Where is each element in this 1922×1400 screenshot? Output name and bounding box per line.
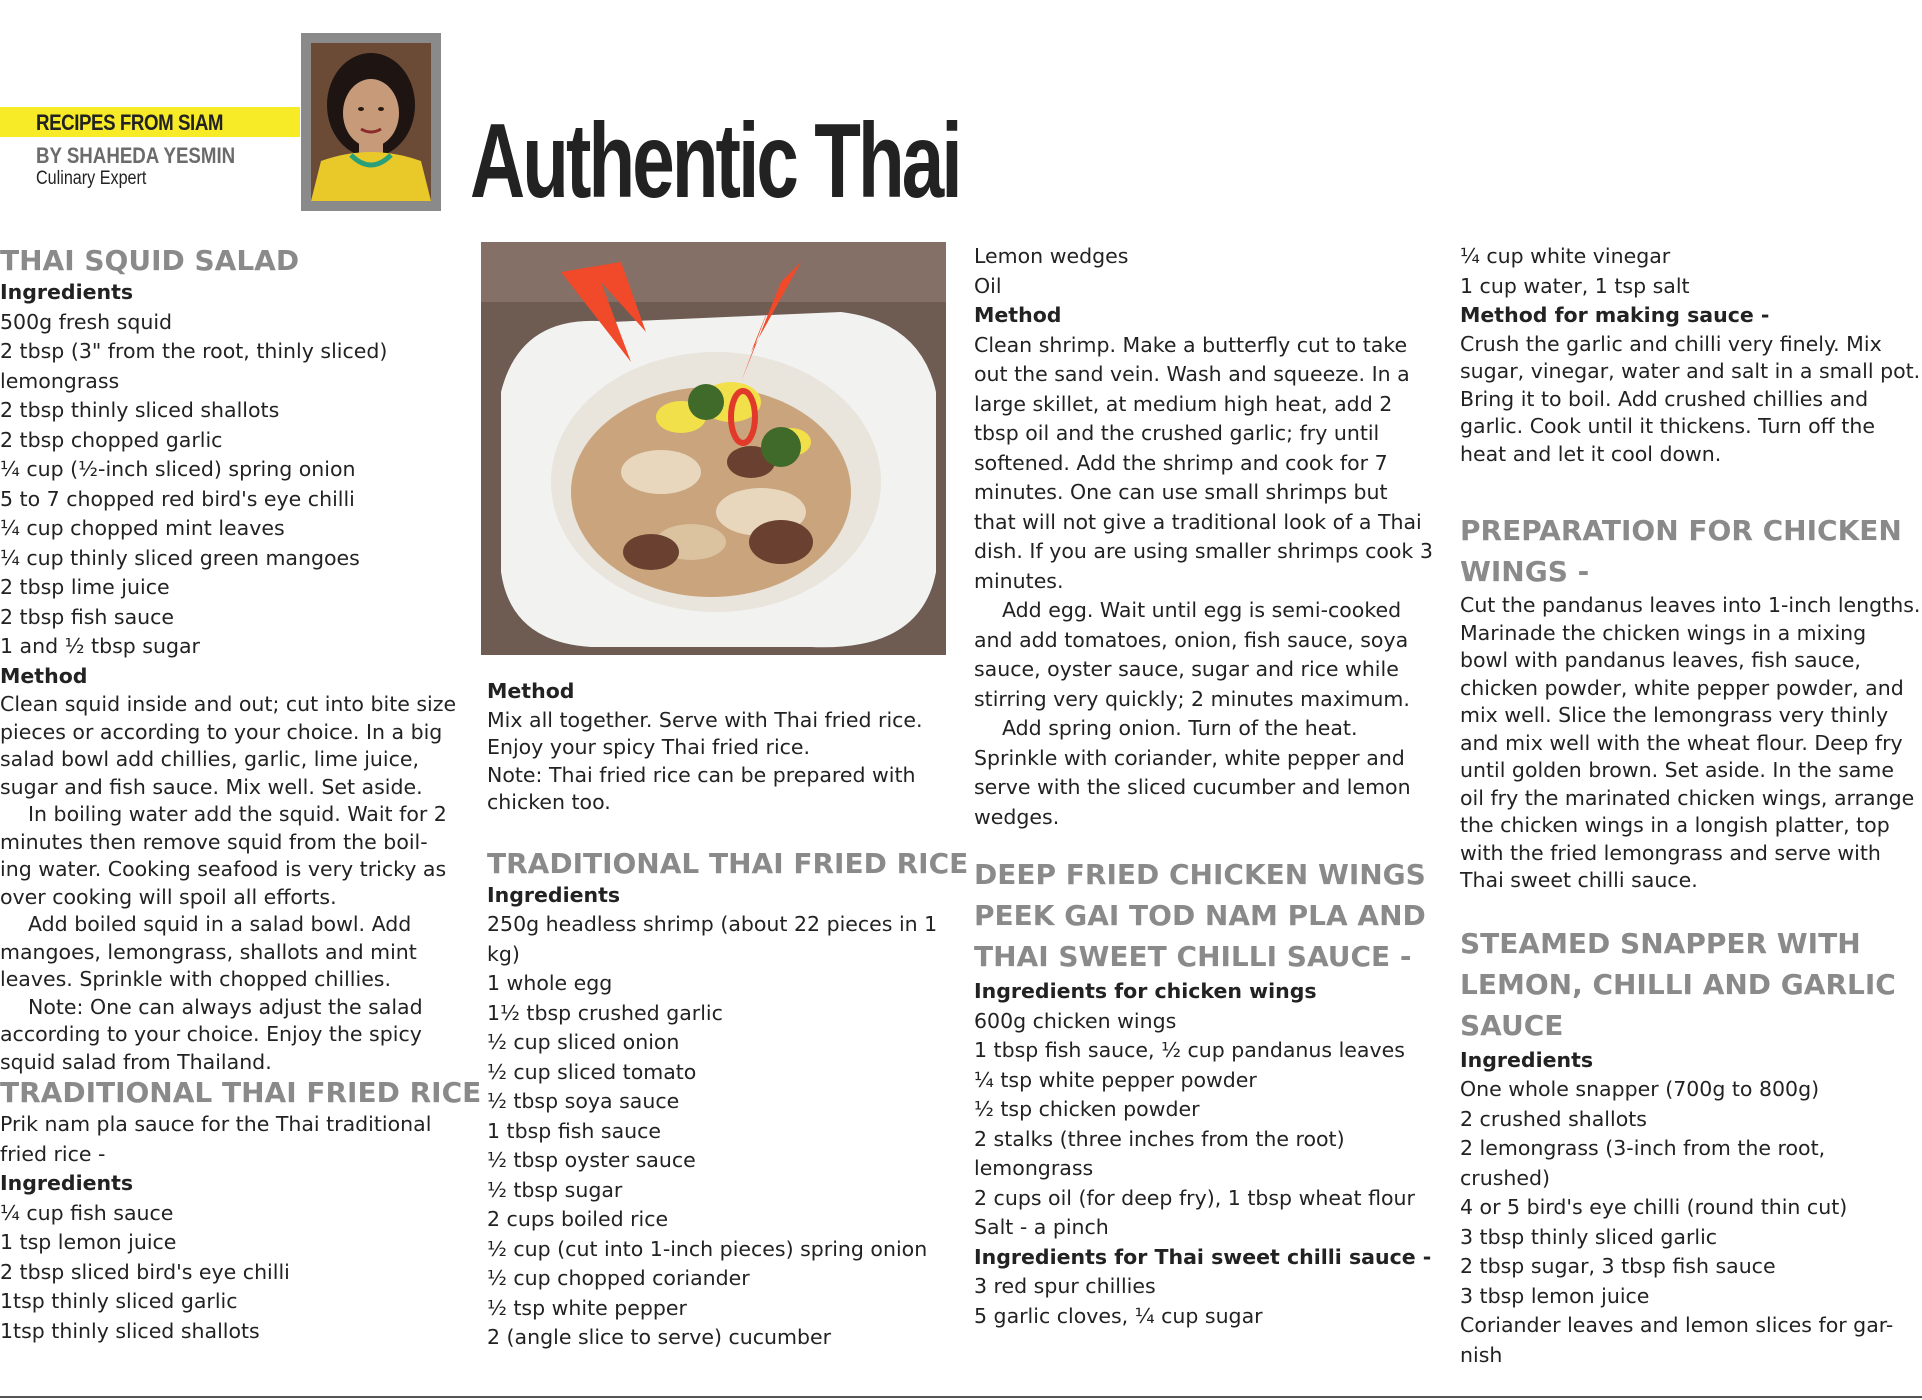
method-line: chicken too.	[487, 790, 611, 814]
method-line: Cut the pandanus leaves into 1-inch lengths.	[1460, 593, 1921, 617]
author-portrait	[301, 33, 441, 211]
thai-squid-salad-photo	[481, 242, 946, 655]
method-line: out the sand vein. Wash and squeeze. In a	[974, 362, 1410, 386]
method-line: pieces or according to your choice. In a big	[0, 719, 443, 744]
dish-photo	[481, 242, 946, 655]
ingredients-label: Ingredients	[487, 882, 621, 907]
method-line: sugar, vinegar, water and salt in a small pot.	[1460, 359, 1921, 383]
ingredient-line: 2 tbsp chopped garlic	[0, 427, 223, 452]
ingredient-list	[1460, 242, 1920, 301]
ingredient-line: Salt - a pinch	[974, 1215, 1109, 1239]
method-line: tbsp oil and the crushed garlic; fry until	[974, 421, 1380, 445]
method-line: minutes.	[974, 568, 1064, 593]
ingredient-line: 2 tbsp (3" from the root, thinly sliced)	[0, 339, 388, 363]
ingredient-line: ½ cup chopped coriander	[487, 1266, 750, 1290]
method-line: large skillet, at medium high heat, add 2	[974, 391, 1393, 416]
ingredient-line: 1 tsp lemon juice	[0, 1230, 177, 1254]
method-line: minutes. One can use small shrimps but	[974, 480, 1388, 504]
ingredient-line: 250g headless shrimp (about 22 pieces in 1	[487, 912, 938, 936]
method-line: Note: One can always adjust the salad	[28, 994, 423, 1019]
ingredient-line: 1 and ½ tbsp sugar	[0, 634, 200, 658]
ingredient-line: 5 garlic cloves, ¼ cup sugar	[974, 1303, 1263, 1328]
method-label: Method for making sauce -	[1460, 303, 1770, 327]
ingredient-line: 3 red spur chillies	[974, 1274, 1156, 1298]
method-line: serve with the sliced cucumber and lemon	[974, 775, 1411, 799]
title-line: PEEK GAI TOD NAM PLA AND	[974, 899, 1426, 932]
recipe-title-fried-rice: TRADITIONAL THAI FRIED RICE	[0, 1076, 482, 1109]
method-line: Mix all together. Serve with Thai fried rice.	[487, 707, 923, 732]
method-line: heat and let it cool down.	[1460, 441, 1722, 466]
method-line: bowl with pandanus leaves, fish sauce,	[1460, 648, 1861, 672]
ingredient-list	[974, 1272, 1434, 1331]
ingredient-list	[0, 308, 460, 662]
method-line: salad bowl add chillies, garlic, lime juice,	[0, 747, 420, 771]
ingredient-list	[974, 242, 1434, 301]
method-line: that will not give a traditional look of a Thai	[974, 509, 1422, 534]
method-line: Add spring onion. Turn of the heat.	[1002, 716, 1358, 740]
title-line: WINGS -	[1460, 555, 1590, 588]
ingredient-line: 1 tbsp fish sauce	[487, 1118, 662, 1143]
ingredient-line: Coriander leaves and lemon slices for gar-	[1460, 1313, 1894, 1337]
ingredient-line: ½ tbsp soya sauce	[487, 1089, 680, 1113]
method-text	[1460, 331, 1920, 469]
column-3	[974, 242, 1434, 1331]
ingredient-line: ½ tsp white pepper	[487, 1295, 687, 1320]
method-line: softened. Add the shrimp and cook for 7	[974, 450, 1388, 475]
ingredients-label: Ingredients for chicken wings	[974, 979, 1317, 1003]
ingredient-line: 1tsp thinly sliced garlic	[0, 1289, 238, 1313]
method-line: until golden brown. Set aside. In the same	[1460, 758, 1894, 782]
page-title: Authentic Thai	[470, 102, 960, 220]
sauce-intro	[0, 1110, 460, 1169]
method-line: ing water. Cooking seafood is very tricky as	[0, 857, 447, 881]
ingredient-line: 4 or 5 bird's eye chilli (round thin cut)	[1460, 1195, 1848, 1219]
ingredient-line: 1 tbsp fish sauce, ½ cup pandanus leaves	[974, 1038, 1405, 1062]
method-text	[0, 691, 460, 1076]
method-text	[1460, 592, 1920, 895]
method-line: according to your choice. Enjoy the spicy	[0, 1022, 422, 1046]
ingredient-line: 2 tbsp thinly sliced shallots	[0, 398, 280, 422]
ingredient-line: 1tsp thinly sliced shallots	[0, 1318, 260, 1343]
method-line: chicken powder, white pepper powder, and	[1460, 675, 1904, 700]
ingredient-line: 2 stalks (three inches from the root)	[974, 1126, 1345, 1151]
method-line: and add tomatoes, onion, fish sauce, soya	[974, 627, 1409, 652]
author-byline: BY SHAHEDA YESMIN	[36, 143, 236, 168]
ingredients-label: Ingredients for Thai sweet chilli sauce -	[974, 1244, 1432, 1269]
method-line: In boiling water add the squid. Wait for 2	[28, 802, 447, 826]
method-line: sugar and fish sauce. Mix well. Set aside.	[0, 774, 423, 799]
method-line: Enjoy your spicy Thai fried rice.	[487, 735, 811, 759]
ingredient-list	[1460, 1075, 1920, 1370]
recipe-title-steamed-snapper	[1460, 923, 1920, 1046]
method-line: leaves. Sprinkle with chopped chillies.	[0, 967, 392, 991]
method-line: sauce, oyster sauce, sugar and rice while	[974, 657, 1399, 681]
ingredient-line: Oil	[974, 273, 1002, 298]
recipe-title-chicken-wings	[974, 854, 1434, 977]
recipe-title-fried-rice: TRADITIONAL THAI FRIED RICE	[487, 846, 969, 880]
ingredient-line: lemongrass	[974, 1156, 1094, 1180]
ingredient-line: 2 tbsp lime juice	[0, 575, 170, 599]
method-label: Method	[487, 679, 575, 703]
ingredient-line: ½ cup sliced tomato	[487, 1059, 697, 1084]
ingredient-line: ¼ cup chopped mint leaves	[0, 516, 285, 540]
ingredient-line: 3 tbsp lemon juice	[1460, 1283, 1650, 1308]
title-line: DEEP FRIED CHICKEN WINGS	[974, 858, 1426, 891]
recipe-title-preparation	[1460, 510, 1920, 592]
method-line: over cooking will spoil all efforts.	[0, 884, 337, 909]
method-label: Method	[974, 303, 1062, 327]
title-line: STEAMED SNAPPER WITH	[1460, 926, 1861, 960]
title-line: THAI SWEET CHILLI SAUCE -	[974, 940, 1412, 973]
ingredient-line: kg)	[487, 941, 520, 966]
recipe-title-squid-salad: THAI SQUID SALAD	[0, 244, 300, 277]
ingredient-line: 1 cup water, 1 tsp salt	[1460, 273, 1690, 298]
ingredient-line: 2 lemongrass (3-inch from the root,	[1460, 1136, 1826, 1160]
method-line: with the fried lemongrass and serve with	[1460, 840, 1881, 865]
column-4	[1460, 242, 1920, 1370]
method-line: Sprinkle with coriander, white pepper and	[974, 745, 1405, 770]
title-line: SAUCE	[1460, 1008, 1564, 1042]
ingredients-label: Ingredients	[0, 280, 134, 304]
method-line: squid salad from Thailand.	[0, 1049, 272, 1074]
ingredient-line: ¼ cup thinly sliced green mangoes	[0, 545, 360, 570]
ingredient-line: Lemon wedges	[974, 244, 1129, 268]
method-line: stirring very quickly; 2 minutes maximum.	[974, 686, 1410, 711]
column-2	[487, 677, 969, 1353]
method-text	[487, 707, 947, 817]
ingredient-line: ¼ cup white vinegar	[1460, 244, 1671, 268]
ingredient-line: 2 tbsp fish sauce	[0, 604, 175, 629]
author-portrait-image	[311, 43, 431, 201]
ingredient-list	[0, 1199, 460, 1347]
intro-line: fried rice -	[0, 1141, 106, 1166]
ingredients-label: Ingredients	[0, 1171, 134, 1195]
ingredient-line: 500g fresh squid	[0, 309, 173, 334]
ingredient-line: 3 tbsp thinly sliced garlic	[1460, 1224, 1718, 1249]
ingredient-line: 1½ tbsp crushed garlic	[487, 1000, 723, 1025]
ingredient-list	[974, 1007, 1434, 1243]
method-line: Add boiled squid in a salad bowl. Add	[28, 912, 412, 936]
method-line: Bring it to boil. Add crushed chillies and	[1460, 386, 1869, 411]
ingredient-line: ½ tbsp sugar	[487, 1177, 623, 1202]
method-line: oil fry the marinated chicken wings, arrange	[1460, 785, 1915, 810]
method-line: the chicken wings in a longish platter, top	[1460, 813, 1890, 837]
method-line: wedges.	[974, 804, 1060, 829]
title-line: LEMON, CHILLI AND GARLIC	[1460, 967, 1896, 1001]
method-text	[974, 331, 1434, 833]
method-line: mix well. Slice the lemongrass very thinly	[1460, 703, 1889, 727]
column-1	[0, 244, 482, 1346]
author-role: Culinary Expert	[36, 168, 147, 189]
ingredient-line: One whole snapper (700g to 800g)	[1460, 1077, 1820, 1101]
method-line: Clean shrimp. Make a butterfly cut to take	[974, 332, 1408, 357]
ingredient-line: ½ tbsp oyster sauce	[487, 1148, 696, 1172]
method-line: garlic. Cook until it thickens. Turn off the	[1460, 414, 1875, 438]
ingredient-line: ¼ cup fish sauce	[0, 1200, 174, 1225]
ingredient-line: 2 (angle slice to serve) cucumber	[487, 1325, 832, 1349]
ingredient-line: 1 whole egg	[487, 971, 613, 995]
ingredient-line: 2 crushed shallots	[1460, 1106, 1647, 1131]
ingredient-line: ½ cup (cut into 1-inch pieces) spring onion	[487, 1236, 928, 1261]
title-line: PREPARATION FOR CHICKEN	[1460, 514, 1902, 547]
method-line: Note: Thai fried rice can be prepared with	[487, 762, 916, 787]
ingredient-line: ½ cup sliced onion	[487, 1030, 680, 1054]
intro-line: Prik nam pla sauce for the Thai traditional	[0, 1112, 432, 1136]
section-kicker: RECIPES FROM SIAM	[36, 110, 224, 135]
method-line: minutes then remove squid from the boil-	[0, 829, 428, 854]
method-line: mangoes, lemongrass, shallots and mint	[0, 939, 417, 964]
ingredient-list	[487, 910, 947, 1353]
method-line: and mix well with the wheat flour. Deep fry	[1460, 730, 1903, 755]
ingredient-line: lemongrass	[0, 368, 120, 393]
ingredient-line: crushed)	[1460, 1165, 1550, 1190]
ingredient-line: 5 to 7 chopped red bird's eye chilli	[0, 486, 355, 511]
method-label: Method	[0, 663, 88, 688]
ingredients-label: Ingredients	[1460, 1047, 1594, 1072]
ingredient-line: ¼ tsp white pepper powder	[974, 1067, 1257, 1092]
method-line: Crush the garlic and chilli very finely. Mix	[1460, 331, 1882, 356]
ingredient-line: 600g chicken wings	[974, 1008, 1177, 1033]
method-line: Add egg. Wait until egg is semi-cooked	[1002, 598, 1402, 622]
method-line: Thai sweet chilli sauce.	[1460, 868, 1698, 892]
ingredient-line: ½ tsp chicken powder	[974, 1097, 1200, 1121]
ingredient-line: nish	[1460, 1342, 1503, 1367]
method-line: Marinade the chicken wings in a mixing	[1460, 620, 1867, 645]
ingredient-line: 2 cups oil (for deep fry), 1 tbsp wheat flour	[974, 1185, 1415, 1210]
method-line: dish. If you are using smaller shrimps cook 3	[974, 539, 1433, 563]
ingredient-line: 2 tbsp sugar, 3 tbsp fish sauce	[1460, 1254, 1776, 1278]
ingredient-line: 2 cups boiled rice	[487, 1207, 669, 1231]
ingredient-line: ¼ cup (½-inch sliced) spring onion	[0, 457, 356, 481]
method-line: Clean squid inside and out; cut into bite size	[0, 692, 457, 716]
ingredient-line: 2 tbsp sliced bird's eye chilli	[0, 1259, 290, 1284]
bottom-rule	[0, 1396, 1922, 1398]
